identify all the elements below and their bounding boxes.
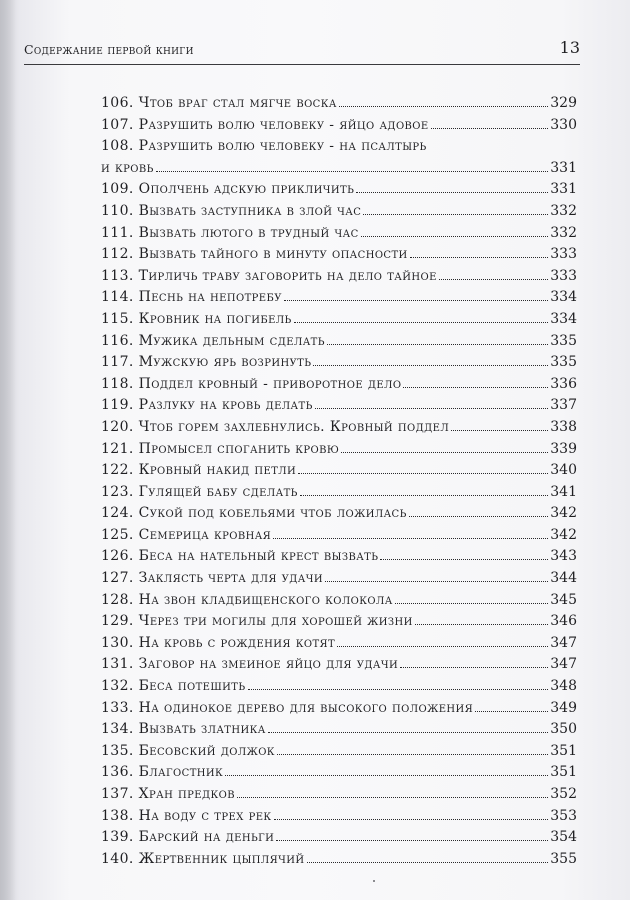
- toc-entry: [101, 460, 577, 482]
- dot-leader: [325, 581, 548, 582]
- dot-leader: [237, 797, 548, 798]
- dot-leader: [276, 840, 548, 841]
- toc-entry-title: 109. Ополчень адскую прикличить: [101, 181, 355, 198]
- toc-entry: [101, 827, 577, 849]
- running-header: [24, 38, 580, 68]
- toc-entry-title: 136. Благостник: [101, 764, 224, 781]
- toc-entry-page: 332: [550, 202, 577, 219]
- toc-entry-page: 339: [550, 440, 577, 457]
- table-of-contents: [101, 93, 577, 870]
- toc-entry-title: 127. Заклясть черта для удачи: [101, 570, 324, 587]
- toc-entry-page: 355: [550, 850, 577, 867]
- toc-entry-title: 113. Тирличь траву заговорить на дело тайное: [101, 267, 437, 284]
- toc-entry-page: 333: [550, 267, 577, 284]
- toc-entry-title: 130. На кровь с рождения котят: [101, 634, 336, 651]
- toc-entry-page: 331: [550, 181, 577, 198]
- toc-entry-title: 116. Мужика дельным сделать: [101, 332, 325, 349]
- toc-entry-title: 118. Поддел кровный - приворотное дело: [101, 375, 402, 392]
- dot-leader: [337, 646, 548, 647]
- section-title: Содержание первой книги: [24, 42, 194, 57]
- toc-entry: [101, 309, 577, 331]
- toc-entry: [101, 633, 577, 655]
- toc-entry: [101, 503, 577, 525]
- toc-entry-page: 344: [550, 570, 577, 587]
- toc-entry-title: 111. Вызвать лютого в трудный час: [101, 224, 359, 241]
- toc-entry: [101, 374, 577, 396]
- toc-entry-page: 335: [550, 354, 577, 371]
- toc-entry-title: 119. Разлуку на кровь делать: [101, 397, 313, 414]
- toc-entry: [101, 417, 577, 439]
- toc-entry: [101, 849, 577, 871]
- toc-entry: [101, 590, 577, 612]
- dot-leader: [294, 322, 549, 323]
- toc-entry: [101, 719, 577, 741]
- toc-entry-page: 335: [550, 332, 577, 349]
- toc-entry: [101, 611, 577, 633]
- toc-entry-page: 340: [550, 462, 577, 479]
- toc-entry: [101, 568, 577, 590]
- dot-leader: [298, 473, 548, 474]
- dot-leader: [300, 495, 548, 496]
- toc-entry-title: 137. Хран предков: [101, 786, 236, 802]
- toc-entry-title: 140. Жертвенник цыплячий: [101, 850, 305, 867]
- toc-entry-title: 131. Заговор на змеиное яйцо для удачи: [101, 656, 399, 673]
- toc-entry-title: 125. Семерица кровная: [101, 526, 272, 543]
- page-number: 13: [559, 38, 580, 57]
- dot-leader: [273, 538, 548, 539]
- toc-entry-page: 334: [550, 289, 577, 306]
- toc-entry: [101, 784, 577, 806]
- toc-entry-page: 334: [550, 310, 577, 327]
- toc-entry-page: 346: [550, 613, 577, 630]
- toc-entry-page: 337: [550, 397, 577, 414]
- toc-entry-page: 330: [550, 116, 577, 133]
- dot-leader: [277, 754, 548, 755]
- toc-entry: [101, 201, 577, 223]
- dot-leader: [403, 387, 548, 388]
- dot-leader: [395, 603, 549, 604]
- toc-entry-title: 126. Беса на нательный крест вызвать: [101, 548, 379, 565]
- toc-entry: [101, 482, 577, 504]
- dot-leader: [274, 819, 549, 820]
- toc-entry-page: 343: [550, 548, 577, 565]
- toc-entry: [101, 136, 577, 179]
- dot-leader: [361, 236, 549, 237]
- page-speck: [373, 880, 375, 882]
- dot-leader: [380, 559, 548, 560]
- toc-entry-title: 106. Чтоб враг стал мягче воска: [101, 95, 337, 111]
- toc-entry: [101, 244, 577, 266]
- toc-entry: [101, 93, 577, 115]
- toc-entry-title: 129. Через три могилы для хорошей жизни: [101, 613, 413, 630]
- dot-leader: [225, 775, 548, 776]
- toc-entry-page: 345: [550, 591, 577, 608]
- dot-leader: [363, 214, 548, 215]
- toc-entry: [101, 676, 577, 698]
- toc-entry-title: 124. Сукой под кобельями чтоб ложилась: [101, 505, 407, 522]
- toc-entry-title: 115. Кровник на погибель: [101, 310, 292, 327]
- dot-leader: [248, 689, 549, 690]
- toc-entry: [101, 223, 577, 245]
- toc-entry: [101, 806, 577, 828]
- dot-leader: [313, 365, 548, 366]
- binding-shadow: [0, 0, 16, 900]
- dot-leader: [431, 128, 549, 129]
- dot-leader: [451, 430, 548, 431]
- toc-entry: [101, 439, 577, 461]
- toc-entry-title: 123. Гулящей бабу сделать: [101, 483, 298, 500]
- toc-entry-page: 347: [550, 634, 577, 651]
- dot-leader: [410, 257, 549, 258]
- toc-entry-page: 342: [550, 505, 577, 522]
- toc-entry-page: 338: [550, 418, 577, 435]
- dot-leader: [475, 711, 548, 712]
- toc-entry-title: 138. На воду с трех рек: [101, 807, 272, 824]
- dot-leader: [415, 624, 548, 625]
- toc-entry-page: 349: [550, 699, 577, 716]
- toc-entry-title: 132. Беса потешить: [101, 678, 246, 695]
- toc-entry-page: 331: [550, 159, 577, 176]
- toc-entry: [101, 525, 577, 547]
- dot-leader: [439, 279, 548, 280]
- toc-entry-page: 333: [550, 246, 577, 263]
- toc-entry-page: 351: [550, 742, 577, 759]
- toc-entry: [101, 395, 577, 417]
- toc-entry-title: 133. На одинокое дерево для высокого положения: [101, 699, 474, 716]
- dot-leader: [356, 192, 548, 193]
- toc-entry-title-continued: и кровь: [101, 159, 154, 176]
- toc-entry-title: 121. Промысел споганить кровю: [101, 440, 340, 457]
- toc-entry-title: 108. Разрушить волю человеку - на псалтырь: [101, 138, 427, 155]
- toc-entry-page: 351: [550, 764, 577, 781]
- toc-entry: [101, 654, 577, 676]
- toc-entry-page: 352: [550, 786, 577, 802]
- toc-entry-title: 122. Кровный накид петли: [101, 462, 297, 479]
- toc-entry-title: 112. Вызвать тайного в минуту опасности: [101, 246, 408, 263]
- dot-leader: [315, 408, 549, 409]
- toc-entry: [101, 266, 577, 288]
- dot-leader: [307, 862, 549, 863]
- toc-entry: [101, 352, 577, 374]
- toc-entry: [101, 331, 577, 353]
- toc-entry: [101, 741, 577, 763]
- toc-entry: [101, 287, 577, 309]
- toc-entry-page: 336: [550, 375, 577, 392]
- dot-leader: [341, 452, 548, 453]
- toc-entry: [101, 179, 577, 201]
- dot-leader: [284, 300, 548, 301]
- toc-entry-title: 128. На звон кладбищенского колокола: [101, 591, 393, 608]
- dot-leader: [268, 732, 549, 733]
- toc-entry-title: 107. Разрушить волю человеку - яйцо адовое: [101, 116, 429, 133]
- toc-entry-page: 353: [550, 807, 577, 824]
- toc-entry-title: 114. Песнь на непотребу: [101, 289, 282, 306]
- toc-entry-title: 135. Бесовский должок: [101, 742, 275, 759]
- dot-leader: [400, 667, 548, 668]
- toc-entry-page: 329: [550, 95, 577, 111]
- dot-leader: [339, 106, 548, 107]
- toc-entry-title: 117. Мужскую ярь возринуть: [101, 354, 312, 371]
- toc-entry-page: 350: [550, 721, 577, 738]
- toc-entry-page: 341: [550, 483, 577, 500]
- toc-entry-page: 348: [550, 678, 577, 695]
- toc-entry: [101, 762, 577, 784]
- toc-entry-page: 347: [550, 656, 577, 673]
- toc-entry-page: 354: [550, 829, 577, 846]
- toc-entry: [101, 546, 577, 568]
- toc-entry-title: 110. Вызвать заступника в злой час: [101, 202, 362, 219]
- toc-entry-page: 332: [550, 224, 577, 241]
- dot-leader: [409, 516, 549, 517]
- header-rule: [24, 64, 580, 65]
- toc-entry-title: 139. Барский на деньги: [101, 829, 275, 846]
- toc-entry-title: 134. Вызвать златника: [101, 721, 266, 738]
- toc-entry-page: 342: [550, 526, 577, 543]
- toc-entry: [101, 698, 577, 720]
- dot-leader: [156, 171, 549, 172]
- toc-entry: [101, 115, 577, 137]
- toc-entry-title: 120. Чтоб горем захлебнулись. Кровный поддел: [101, 418, 450, 435]
- dot-leader: [327, 344, 548, 345]
